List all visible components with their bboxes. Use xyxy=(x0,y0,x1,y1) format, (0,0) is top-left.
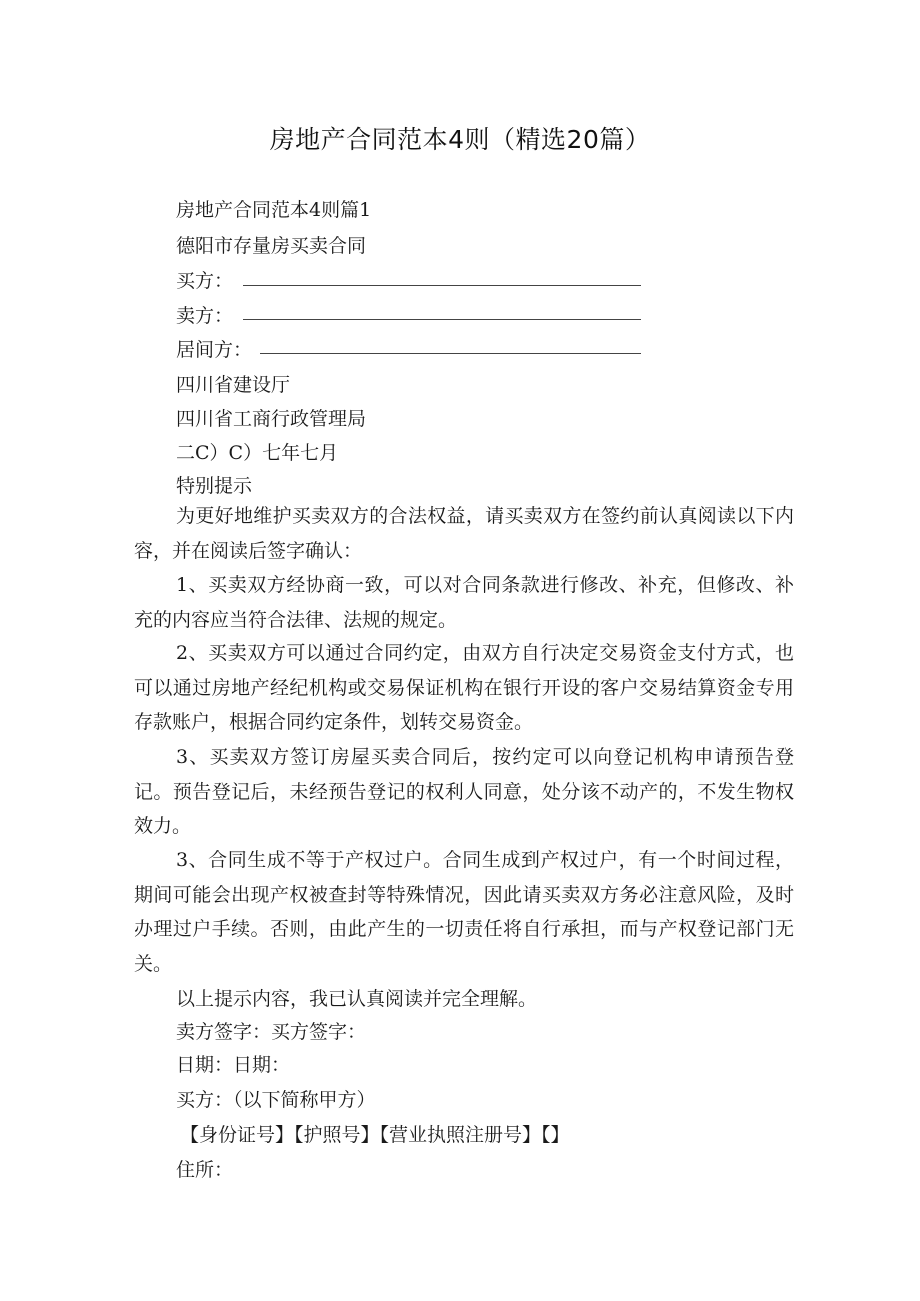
seller-field-label: 卖方： xyxy=(176,305,234,327)
id-type-options: 【身份证号】【护照号】【营业执照注册号】【】 xyxy=(180,1124,570,1146)
special-notice-heading: 特别提示 xyxy=(176,475,253,497)
notice-item-4: 3、合同生成不等于产权过户。合同生成到产权过户，有一个时间过程，期间可能会出现产权被查封等特殊情况，因此请买卖双方务必注意风险，及时办理过户手续。否则，由此产生的一切责任将自行承担，而与产权登记部门无关。 xyxy=(134,849,794,975)
issue-date: 二C）C）七年七月 xyxy=(176,442,339,464)
seller-blank-line xyxy=(243,319,641,320)
notice-item-2: 2、买卖双方可以通过合同约定，由双方自行决定交易资金支付方式，也可以通过房地产经纪机构或交易保证机构在银行开设的客户交易结算资金专用存款账户，根据合同约定条件，划转交易资金。 xyxy=(134,642,794,733)
agent-blank-line xyxy=(260,353,641,354)
notice-item-1: 1、买卖双方经协商一致，可以对合同条款进行修改、补充，但修改、补充的内容应当符合法律、法规的规定。 xyxy=(134,574,794,631)
residence-label: 住所： xyxy=(176,1159,234,1181)
contract-name: 德阳市存量房买卖合同 xyxy=(176,235,367,257)
date-line: 日期：日期： xyxy=(176,1054,291,1076)
issuer-construction-dept: 四川省建设厅 xyxy=(176,374,291,396)
buyer-field-label: 买方： xyxy=(176,270,234,292)
buyer-party-line: 买方：（以下简称甲方） xyxy=(176,1089,376,1111)
intro-paragraph: 为更好地维护买卖双方的合法权益，请买卖双方在签约前认真阅读以下内容，并在阅读后签字确认： xyxy=(134,505,794,562)
acknowledgement: 以上提示内容，我已认真阅读并完全理解。 xyxy=(176,988,538,1010)
notice-item-3: 3、买卖双方签订房屋买卖合同后，按约定可以向登记机构申请预告登记。预告登记后，未经预告登记的权利人同意，处分该不动产的，不发生物权效力。 xyxy=(134,746,794,837)
signature-line: 卖方签字：买方签字： xyxy=(176,1021,367,1043)
document-title: 房地产合同范本4则（精选20篇） xyxy=(269,125,651,154)
section-heading: 房地产合同范本4则篇1 xyxy=(176,199,372,221)
issuer-commerce-bureau: 四川省工商行政管理局 xyxy=(176,408,367,430)
buyer-blank-line xyxy=(243,285,641,286)
agent-field-label: 居间方： xyxy=(176,339,253,361)
